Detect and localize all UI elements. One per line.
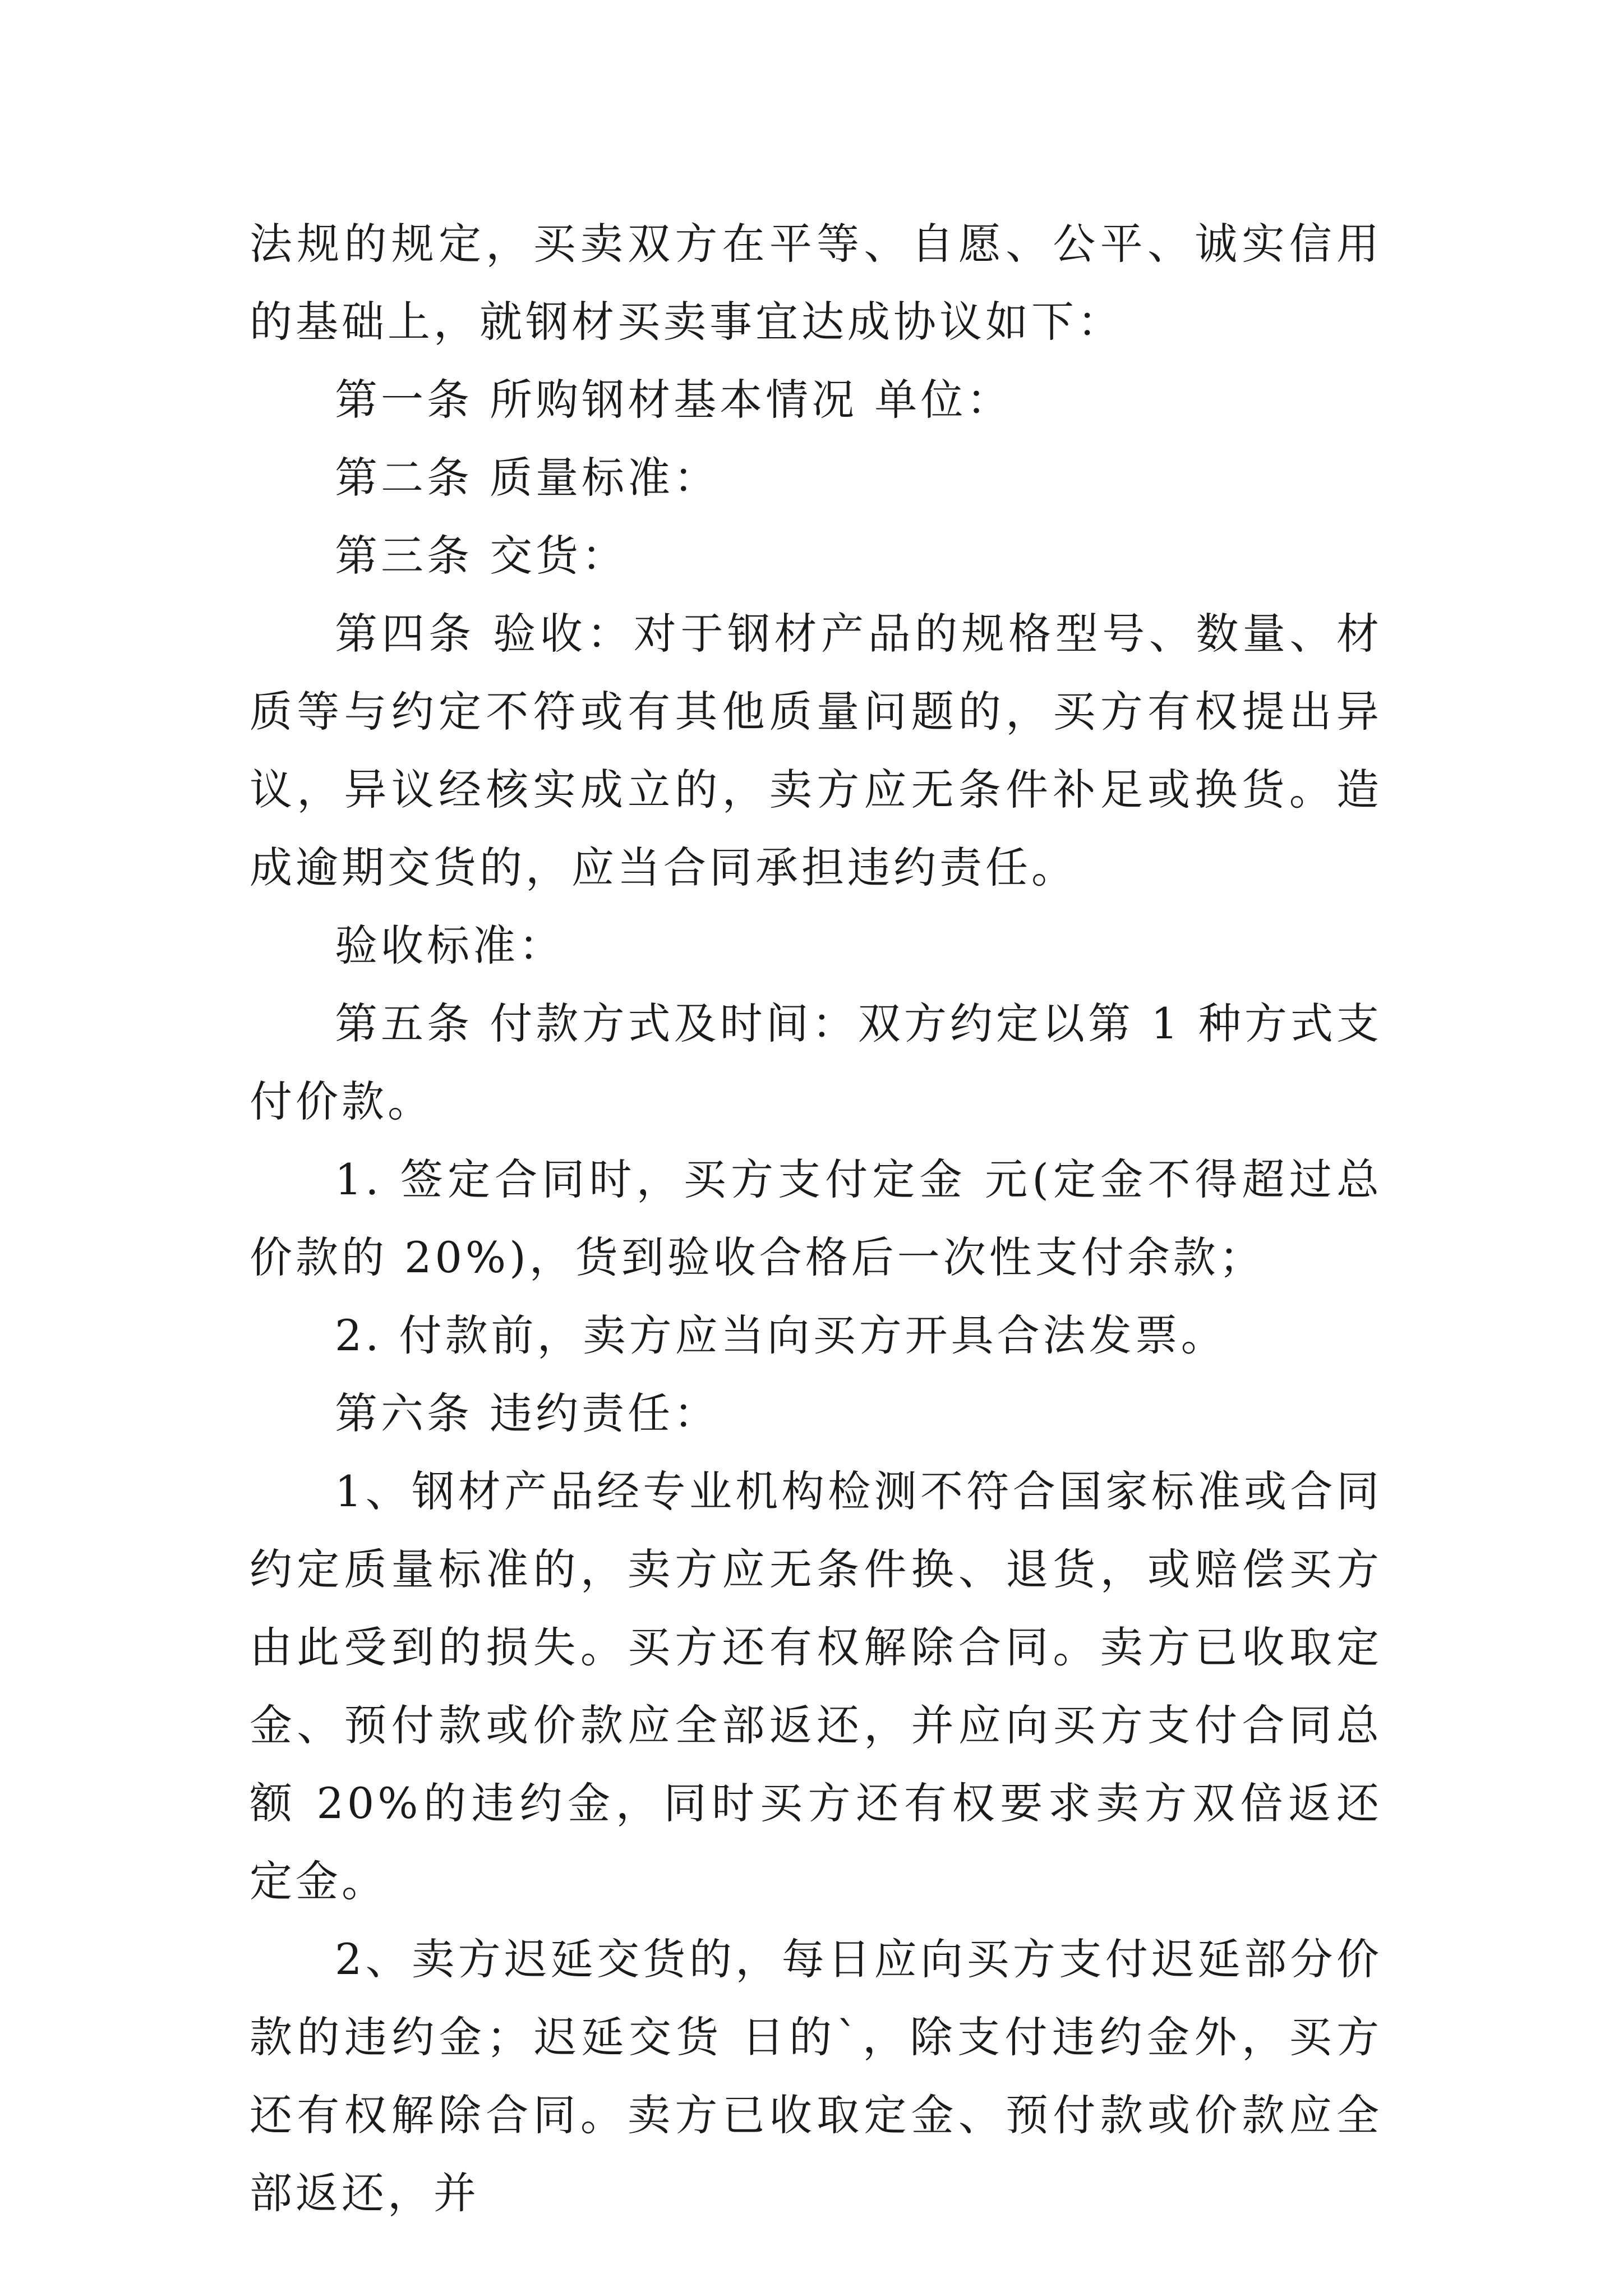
paragraph-payment-item-2: 2. 付款前，卖方应当向买方开具合法发票。 — [335, 1310, 1227, 1360]
paragraph-acceptance-standard: 验收标准： — [335, 921, 565, 970]
document-body — [250, 205, 1382, 2232]
paragraph-payment-item-1: 1. 签定合同时，买方支付定金 元(定金不得超过总价款的 20%)，货到验收合格后一次性支付余款； — [250, 1154, 1382, 1282]
paragraph-article-5: 第五条 付款方式及时间：双方约定以第 1 种方式支付价款。 — [250, 999, 1382, 1126]
paragraph-liability-item-1: 1、钢材产品经专业机构检测不符合国家标准或合同约定质量标准的，卖方应无条件换、退货，或赔偿买方由此受到的损失。买方还有权解除合同。卖方已收取定金、预付款或价款应全部返还，并应向买方支付合同总额 20%的违约金，同时买方还有权要求卖方双倍返还定金。 — [250, 1466, 1382, 1906]
paragraph-article-3: 第三条 交货： — [335, 531, 628, 581]
paragraph-article-1: 第一条 所购钢材基本情况 单位： — [335, 375, 1013, 425]
paragraph-article-2: 第二条 质量标准： — [335, 453, 720, 503]
paragraph-intro: 法规的规定，买卖双方在平等、自愿、公平、诚实信用的基础上，就钢材买卖事宜达成协议如下： — [250, 219, 1382, 347]
paragraph-liability-item-2: 2、卖方迟延交货的，每日应向买方支付迟延部分价款的违约金；迟延交货 日的`，除支付违约金外，买方还有权解除合同。卖方已收取定金、预付款或价款应全部返还，并 — [250, 1934, 1382, 2218]
paragraph-article-4: 第四条 验收：对于钢材产品的规格型号、数量、材质等与约定不符或有其他质量问题的，买方有权提出异议，异议经核实成立的，卖方应无条件补足或换货。造成逾期交货的，应当合同承担违约责任。 — [250, 609, 1382, 892]
paragraph-article-6: 第六条 违约责任： — [335, 1388, 720, 1438]
